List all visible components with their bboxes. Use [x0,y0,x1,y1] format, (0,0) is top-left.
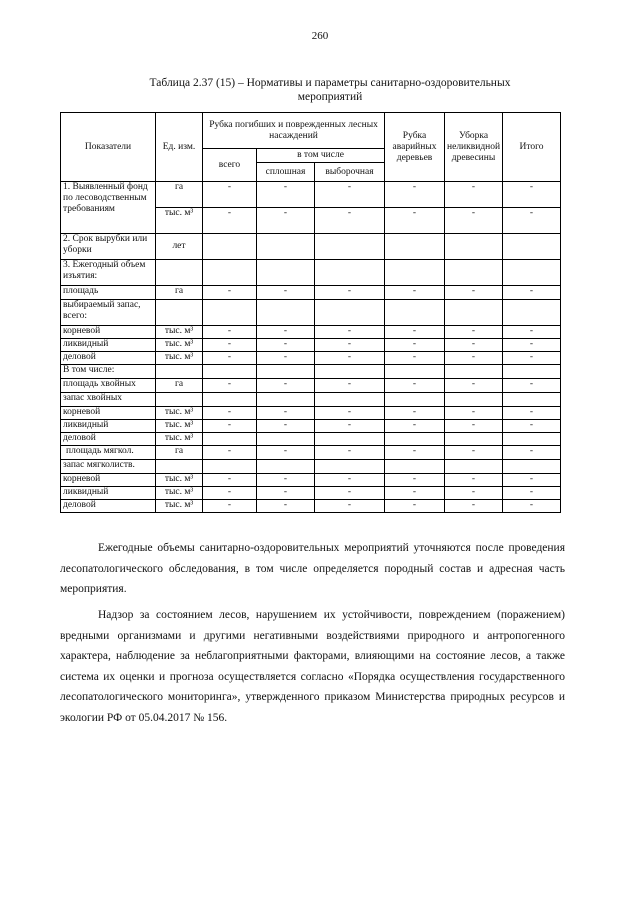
table-row [61,352,561,365]
unit-cell: тыс. м³ [156,500,203,513]
value-cell: - [385,339,445,352]
value-cell: - [315,407,385,420]
value-cell: - [445,446,503,460]
header-emergency: Рубка аварийных деревьев [385,113,445,182]
table-row [61,474,561,487]
value-cell: - [385,208,445,234]
table-row [61,326,561,339]
row-label: корневой [61,326,156,339]
value-cell: - [445,379,503,393]
unit-cell: тыс. м³ [156,420,203,433]
value-cell: - [385,446,445,460]
row-label: 2. Срок вырубки или уборки [61,234,156,260]
unit-cell: га [156,286,203,300]
value-cell: - [257,352,315,365]
value-cell: - [203,500,257,513]
table-row [61,339,561,352]
table-row [61,446,561,460]
caption-line-2: мероприятий [297,91,363,103]
value-cell: - [203,446,257,460]
header-unit: Ед. изм. [156,113,203,182]
value-cell: - [257,182,315,208]
value-cell: - [315,326,385,339]
value-cell: - [445,208,503,234]
header-selective: выборочная [315,163,385,182]
value-cell: - [385,182,445,208]
table-row [61,234,561,260]
value-cell: - [445,326,503,339]
row-label: деловой [61,433,156,446]
value-cell: - [445,352,503,365]
value-cell: - [257,487,315,500]
unit-cell: тыс. м³ [156,433,203,446]
value-cell: - [503,352,561,365]
value-cell: - [315,339,385,352]
page-number: 260 [311,30,329,42]
row-label: корневой [61,474,156,487]
table-row [61,260,561,286]
value-cell: - [203,339,257,352]
row-label: запас мягколиств. [61,460,156,474]
value-cell: - [315,500,385,513]
row-label: корневой [61,407,156,420]
value-cell: - [385,500,445,513]
value-cell: - [257,500,315,513]
value-cell: - [385,379,445,393]
unit-cell: тыс. м³ [156,487,203,500]
unit-cell: тыс. м³ [156,407,203,420]
row-label: площадь мягкол. [61,446,156,460]
paragraph-annual-volumes [60,538,565,600]
row-label: деловой [61,500,156,513]
value-cell: - [503,487,561,500]
value-cell: - [257,407,315,420]
value-cell: - [257,326,315,339]
table-row [61,407,561,420]
table-row [61,433,561,446]
table-row [61,393,561,407]
paragraph-2-text: Надзор за состоянием лесов, нарушением их устойчивости, повреждением (поражением) вредными организмами и другими негативными воздействиями природного и антропогенного характера, наблюдение за неблагоприятными факторами, влияющими на состояние лесов, а также система их оценки и прогноза осуществляется согласно «Порядка осуществления государственного лесопатологического мониторинга», утвержденного приказом Министерства природных ресурсов и экологии РФ от 05.04.2017 № 156. [60,609,565,724]
value-cell: - [385,352,445,365]
value-cell: - [203,208,257,234]
value-cell: - [257,379,315,393]
value-cell: - [503,182,561,208]
value-cell: - [257,420,315,433]
value-cell: - [385,407,445,420]
value-cell: - [203,326,257,339]
value-cell: - [203,379,257,393]
value-cell: - [445,339,503,352]
header-total-felling: всего [203,149,257,182]
table-row [61,420,561,433]
unit-cell: лет [156,234,203,260]
unit-cell: тыс. м³ [156,352,203,365]
value-cell: - [315,352,385,365]
row-label: 3. Ежегодный объем изъятия: [61,260,156,286]
value-cell: - [445,286,503,300]
value-cell: - [503,339,561,352]
value-cell: - [315,182,385,208]
header-cleanup: Уборка неликвидной древесины [445,113,503,182]
unit-cell: га [156,446,203,460]
header-sum: Итого [503,113,561,182]
unit-cell: тыс. м³ [156,326,203,339]
table-row [61,500,561,513]
value-cell: - [257,446,315,460]
value-cell: - [445,420,503,433]
value-cell: - [203,182,257,208]
row-label: запас хвойных [61,393,156,407]
value-cell: - [203,286,257,300]
value-cell: - [385,286,445,300]
value-cell: - [445,407,503,420]
unit-cell: га [156,379,203,393]
caption-line-1: Таблица 2.37 (15) – Нормативы и параметры санитарно-оздоровительных [149,77,511,89]
paragraph-supervision [60,605,565,728]
paragraph-1-text: Ежегодные объемы санитарно-оздоровительных мероприятий уточняются после проведения лесопатологического обследования, в том числе определяется породный состав и адресная часть мероприятия. [60,542,565,595]
value-cell: - [503,500,561,513]
value-cell: - [257,286,315,300]
row-label: площадь хвойных [61,379,156,393]
value-cell: - [503,407,561,420]
value-cell: - [315,446,385,460]
row-label: площадь [61,286,156,300]
row-label: ликвидный [61,339,156,352]
value-cell: - [445,474,503,487]
value-cell: - [315,208,385,234]
value-cell: - [203,407,257,420]
table-row [61,286,561,300]
row-label: деловой [61,352,156,365]
value-cell: - [503,446,561,460]
value-cell: - [503,326,561,339]
table-row [61,365,561,379]
value-cell: - [385,487,445,500]
table-row [61,300,561,326]
row-label: ликвидный [61,420,156,433]
unit-cell: га [156,182,203,208]
value-cell: - [315,286,385,300]
header-indicators: Показатели [61,113,156,182]
value-cell: - [203,487,257,500]
row-label: выбираемый запас, всего: [61,300,156,326]
value-cell: - [257,339,315,352]
value-cell: - [503,420,561,433]
value-cell: - [503,379,561,393]
unit-cell: тыс. м³ [156,339,203,352]
value-cell: - [385,420,445,433]
value-cell: - [257,208,315,234]
table-row [61,182,561,208]
value-cell: - [203,474,257,487]
unit-cell: тыс. м³ [156,474,203,487]
value-cell: - [315,379,385,393]
row-label: ликвидный [61,487,156,500]
value-cell: - [445,182,503,208]
value-cell: - [503,474,561,487]
header-including: в том числе [257,149,385,163]
table-caption [110,76,550,104]
header-clear: сплошная [257,163,315,182]
value-cell: - [257,474,315,487]
table-row [61,379,561,393]
value-cell: - [445,500,503,513]
norms-table [60,112,561,513]
value-cell: - [445,487,503,500]
value-cell: - [315,420,385,433]
row-label: В том числе: [61,365,156,379]
value-cell: - [503,286,561,300]
header-felling-group: Рубка погибших и поврежденных лесных насаждений [203,113,385,149]
value-cell: - [385,326,445,339]
value-cell: - [315,474,385,487]
value-cell: - [203,352,257,365]
row-label: 1. Выявленный фонд по лесоводственным требованиям [61,182,156,234]
value-cell: - [503,208,561,234]
value-cell: - [203,420,257,433]
unit-cell: тыс. м³ [156,208,203,234]
value-cell: - [315,487,385,500]
table-row [61,487,561,500]
table-row [61,460,561,474]
value-cell: - [385,474,445,487]
